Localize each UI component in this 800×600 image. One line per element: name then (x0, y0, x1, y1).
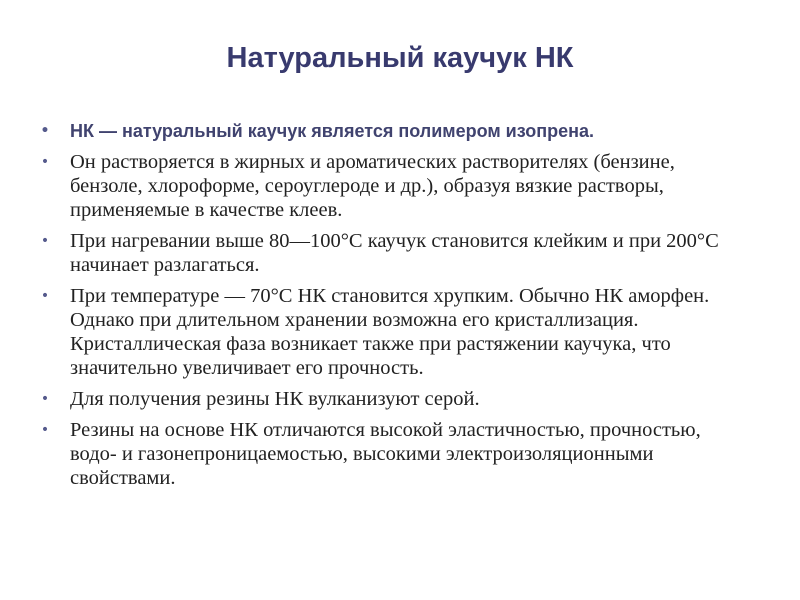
bullet-item (38, 387, 738, 411)
bullet-item (38, 229, 738, 277)
bullet-marker-icon: • (40, 288, 50, 304)
bullet-text: Резины на основе НК отличаются высокой эластичностью, прочностью, водо- и газонепроницаемостью, высокими электроизоляционными свойствами. (70, 419, 701, 489)
bullet-text: При нагревании выше 80—100°С каучук становится клейким и при 200°С начинает разлагаться. (70, 230, 719, 276)
bullet-text: Для получения резины НК вулканизуют серой. (70, 388, 480, 410)
bullet-list (38, 118, 738, 497)
bullet-marker-icon: • (40, 154, 50, 170)
bullet-text: Он растворяется в жирных и ароматических растворителях (бензине, бензоле, хлороформе, сероуглероде и др.), образуя вязкие растворы, применяемые в качестве клеев. (70, 151, 675, 221)
bullet-item (38, 150, 738, 222)
bullet-item (38, 118, 738, 144)
bullet-item (38, 418, 738, 490)
bullet-marker-icon: • (40, 233, 50, 249)
bullet-text: При температуре — 70°С НК становится хрупким. Обычно НК аморфен. Однако при длительном хранении возможна его кристаллизация. Кристаллическая фаза возникает также при растяжении каучука, что значительно увеличивает его прочность. (70, 285, 710, 379)
bullet-item (38, 284, 738, 380)
bullet-marker-icon: • (40, 123, 50, 139)
bullet-marker-icon: • (40, 391, 50, 407)
bullet-text: НК — натуральный каучук является полимером изопрена. (70, 121, 594, 141)
slide-title: Натуральный каучук НК (226, 42, 574, 74)
bullet-marker-icon: • (40, 422, 50, 438)
